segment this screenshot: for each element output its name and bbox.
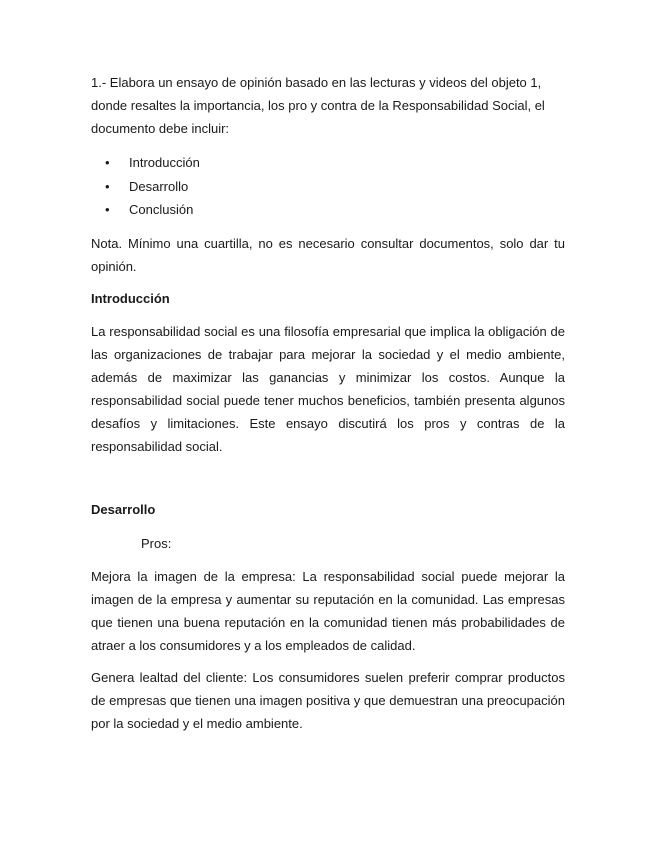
list-item-label: Conclusión bbox=[129, 202, 194, 217]
introduccion-heading: Introducción bbox=[91, 290, 170, 306]
nota-paragraph: Nota. Mínimo una cuartilla, no es necesario consultar documentos, solo dar tu opinión. bbox=[91, 235, 565, 274]
instruction-paragraph: 1.- Elabora un ensayo de opinión basado en las lecturas y videos del objeto 1, donde resaltes la importancia, los pro y contra de la Responsabilidad Social, el documento debe incluir: bbox=[91, 75, 545, 136]
list-item-label: Desarrollo bbox=[129, 178, 189, 194]
list-item bbox=[91, 151, 565, 175]
list-item-label: Introducción bbox=[129, 155, 200, 170]
bullet-icon: • bbox=[105, 178, 110, 194]
introduccion-body: La responsabilidad social es una filosofía empresarial que implica la obligación de las organizaciones de trabajar para mejorar la sociedad y el medio ambiente, además de maximizar las ganancias y minimizar los costos. Aunque la responsabilidad social puede tener muchos beneficios, también presenta algunos desafíos y limitaciones. Este ensayo discutirá los pros y contras de la responsabilidad social. bbox=[91, 323, 565, 454]
list-item bbox=[91, 198, 565, 222]
desarrollo-paragraph-1: Mejora la imagen de la empresa: La responsabilidad social puede mejorar la imagen de la empresa y aumentar su reputación en la comunidad. Las empresas que tienen una buena reputación en la comunidad tienen más probabilidades de atraer a los consumidores y a los empleados de calidad. bbox=[91, 568, 565, 653]
desarrollo-heading: Desarrollo bbox=[91, 501, 156, 517]
bullet-icon: • bbox=[105, 155, 110, 170]
desarrollo-paragraph-2: Genera lealtad del cliente: Los consumidores suelen preferir comprar productos de empresas que tienen una imagen positiva y que demuestran una preocupación por la sociedad y el medio ambiente. bbox=[91, 669, 565, 731]
document-content bbox=[91, 71, 565, 735]
list-item bbox=[91, 175, 565, 199]
bullet-icon: • bbox=[105, 202, 110, 217]
required-sections-list bbox=[91, 151, 565, 222]
pros-label: Pros: bbox=[141, 535, 172, 551]
